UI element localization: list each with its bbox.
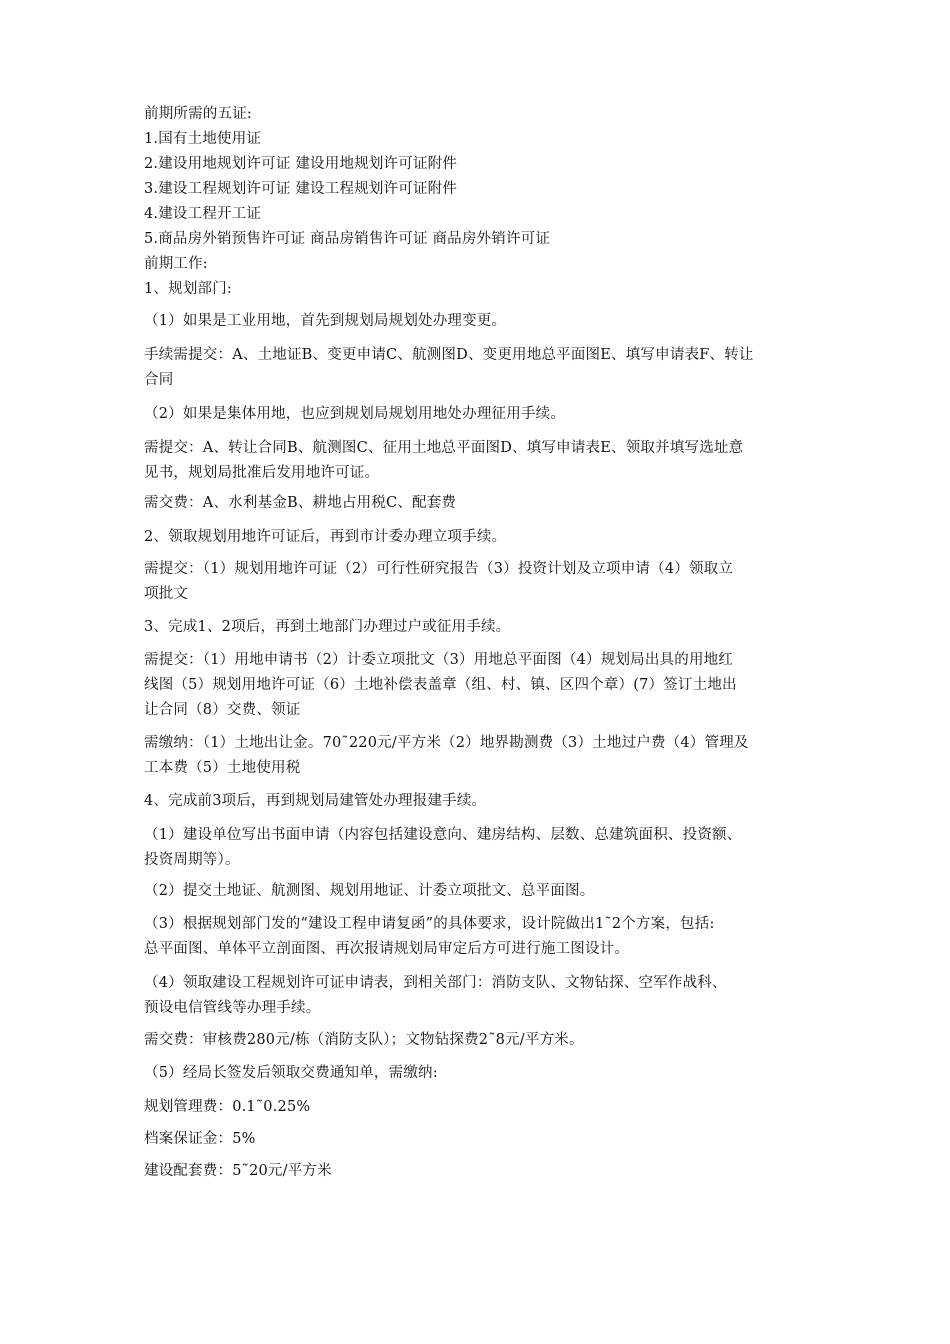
step-2-heading: 2、领取规划用地许可证后，再到市计委办理立项手续。 — [144, 529, 507, 545]
section-heading-five-certificates: 前期所需的五证: — [144, 106, 252, 122]
step-3-submit: 需提交：（1）用地申请书（2）计委立项批文（3）用地总平面图（4）规划局出具的用地红 — [144, 652, 734, 668]
step-2-submit-cont: 项批文 — [144, 586, 189, 602]
step-4-sub-1-cont: 投资周期等）。 — [144, 852, 240, 868]
step-4-sub-4: （4）领取建设工程规划许可证申请表，到相关部门：消防支队、文物钻探、空军作战科、 — [144, 975, 727, 991]
step-2-submit: 需提交：（1）规划用地许可证（2）可行性研究报告（3）投资计划及立项申请（4）领取立 — [144, 561, 734, 577]
step-1-fees: 需交费：A、水利基金B、耕地占用税C、配套费 — [144, 495, 457, 511]
step-4-fees: 需交费：审核费280元/栋（消防支队）；文物钻探费2˜8元/平方米。 — [144, 1032, 584, 1048]
step-4-sub-4-cont: 预设电信管线等办理手续。 — [144, 1000, 321, 1016]
step-4-heading: 4、完成前3项后，再到规划局建管处办理报建手续。 — [144, 793, 487, 809]
step-1-heading: 1、规划部门: — [144, 281, 233, 297]
step-3-payment: 需缴纳：（1）土地出让金。70˜220元/平方米（2）地界勘测费（3）土地过户费（4）管理及 — [144, 735, 749, 751]
step-1-sub-2-submit: 需提交：A、转让合同B、航测图C、征用土地总平面图D、填写申请表E、领取并填写选址意 — [144, 440, 744, 456]
step-4-sub-3: （3）根据规划部门发的“建设工程申请复函”的具体要求，设计院做出1˜2个方案，包括: — [144, 916, 715, 932]
step-4-sub-2: （2）提交土地证、航测图、规划用地证、计委立项批文、总平面图。 — [144, 883, 595, 899]
step-3-submit-cont: 线图（5）规划用地许可证（6）土地补偿表盖章（组、村、镇、区四个章）(7）签订土地出 — [144, 677, 737, 693]
step-1-sub-1: （1）如果是工业用地，首先到规划局规划处办理变更。 — [144, 313, 507, 329]
cert-item-4: 4.建设工程开工证 — [144, 206, 262, 222]
step-1-sub-1-submit: 手续需提交：A、土地证B、变更申请C、航测图D、变更用地总平面图E、填写申请表F、转让 — [144, 347, 754, 363]
fee-construction-supporting: 建设配套费：5˜20元/平方米 — [144, 1163, 332, 1179]
cert-item-2: 2.建设用地规划许可证 建设用地规划许可证附件 — [144, 156, 458, 172]
fee-planning-management: 规划管理费：0.1˜0.25% — [144, 1099, 311, 1115]
cert-item-5: 5.商品房外销预售许可证 商品房销售许可证 商品房外销许可证 — [144, 231, 551, 247]
step-4-sub-5: （5）经局长签发后领取交费通知单，需缴纳: — [144, 1065, 438, 1081]
cert-item-3: 3.建设工程规划许可证 建设工程规划许可证附件 — [144, 181, 458, 197]
step-3-heading: 3、完成1、2项后，再到土地部门办理过户或征用手续。 — [144, 619, 511, 635]
step-1-sub-2: （2）如果是集体用地，也应到规划局规划用地处办理征用手续。 — [144, 406, 566, 422]
step-3-payment-cont: 工本费（5）土地使用税 — [144, 760, 301, 776]
step-3-submit-cont-2: 让合同（8）交费、领证 — [144, 702, 301, 718]
fee-archive-deposit: 档案保证金：5% — [144, 1131, 256, 1147]
document-page — [144, 0, 824, 1344]
step-4-sub-1: （1）建设单位写出书面申请（内容包括建设意向、建房结构、层数、总建筑面积、投资额、 — [144, 827, 742, 843]
section-heading-preliminary-work: 前期工作: — [144, 256, 208, 272]
cert-item-1: 1.国有土地使用证 — [144, 131, 262, 147]
step-1-sub-1-submit-cont: 合同 — [144, 372, 174, 388]
step-4-sub-3-cont: 总平面图、单体平立剖面图、再次报请规划局审定后方可进行施工图设计。 — [144, 941, 630, 957]
step-1-sub-2-submit-cont: 见书，规划局批准后发用地许可证。 — [144, 465, 380, 481]
